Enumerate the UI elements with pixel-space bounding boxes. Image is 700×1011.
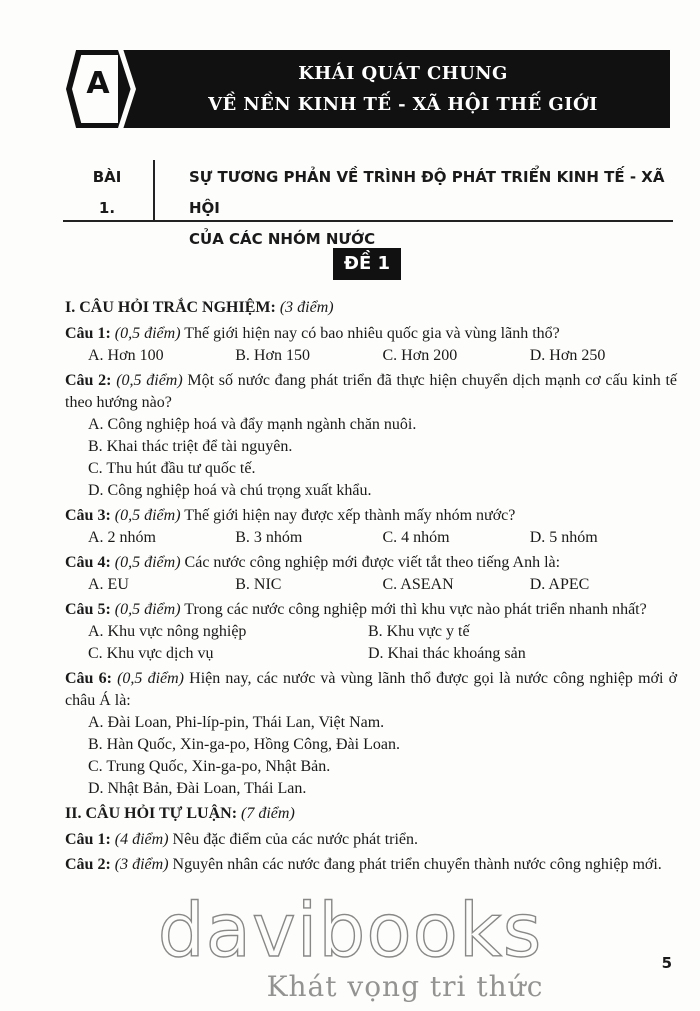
question-6: Câu 6: (0,5 điểm) Hiện nay, các nước và vùng lãnh thổ được gọi là nước công nghiệp mới ở châu Á là: (65, 670, 678, 709)
question-label: Câu 2 (65, 372, 107, 389)
option-d: D. 5 nhóm (529, 529, 598, 546)
question-2: Câu 2: (0,5 điểm) Một số nước đang phát triển đã thực hiện chuyển dịch mạnh cơ cấu kinh tế theo hướng nào? (65, 372, 678, 411)
options-2 (65, 414, 677, 502)
question-text: Một số nước đang phát triển đã thực hiện chuyển dịch mạnh cơ cấu kinh tế theo hướng nào? (65, 372, 678, 411)
chapter-title-line2: VỀ NỀN KINH TẾ - XÃ HỘI THẾ GIỚI (208, 94, 598, 115)
question-label: Câu 4 (65, 554, 106, 571)
question-label: Câu 1 (65, 325, 106, 342)
question-label: Câu 5 (65, 601, 106, 618)
option-d: D. Hơn 250 (529, 347, 606, 364)
option-d: D. Công nghiệp hoá và chú trọng xuất khẩu. (88, 482, 372, 499)
lesson-divider (153, 160, 155, 220)
section-title: II. CÂU HỎI TỰ LUẬN: (65, 805, 238, 822)
chapter-title (136, 58, 670, 120)
question-text: Nêu đặc điểm của các nước phát triển. (172, 831, 419, 848)
question-text: Nguyên nhân các nước đang phát triển chuyển thành nước công nghiệp mới. (172, 856, 662, 873)
question-text: Thế giới hiện nay có bao nhiêu quốc gia và vùng lãnh thổ? (184, 325, 560, 342)
chapter-title-line1: KHÁI QUÁT CHUNG (298, 63, 508, 84)
question-label: Câu 3 (65, 507, 106, 524)
question-label: Câu 1 (65, 831, 106, 848)
lesson-index: 1. (98, 199, 116, 217)
options-3 (65, 527, 677, 549)
section-points: (7 điểm) (241, 805, 295, 822)
question-text: Các nước công nghiệp mới được viết tắt theo tiếng Anh là: (184, 554, 561, 571)
question-points: (0,5 điểm) (114, 507, 181, 524)
lesson-title (189, 162, 673, 255)
option-a: A. 2 nhóm (88, 529, 156, 546)
option-a: A. Công nghiệp hoá và đẩy mạnh ngành chăn nuôi. (88, 416, 417, 433)
section-points: (3 điểm) (279, 299, 334, 316)
question-4: Câu 4: (0,5 điểm) Các nước công nghiệp mới được viết tắt theo tiếng Anh là: (65, 554, 561, 571)
option-b: B. 3 nhóm (235, 529, 303, 546)
option-c: C. 4 nhóm (382, 529, 450, 546)
option-c: C. Hơn 200 (382, 347, 458, 364)
exam-content (65, 297, 677, 876)
question-5: Câu 5: (0,5 điểm) Trong các nước công nghiệp mới thì khu vực nào phát triển nhanh nhất? (65, 601, 647, 618)
question-points: (3 điểm) (114, 856, 169, 873)
option-a: A. Hơn 100 (88, 347, 164, 364)
chapter-banner (66, 50, 670, 128)
option-c: C. ASEAN (382, 576, 454, 593)
lesson-title-line1: SỰ TƯƠNG PHẢN VỀ TRÌNH ĐỘ PHÁT TRIỂN KINH TẾ - XÃ HỘI (189, 168, 665, 217)
essay-question-1: Câu 1: (4 điểm) Nêu đặc điểm của các nước phát triển. (65, 831, 419, 848)
option-c: C. Trung Quốc, Xin-ga-po, Nhật Bản. (88, 758, 331, 775)
question-points: (0,5 điểm) (116, 372, 183, 389)
option-c: C. Khu vực dịch vụ (88, 645, 214, 662)
question-label: Câu 6 (65, 670, 107, 687)
question-label: Câu 2 (65, 856, 106, 873)
lesson-label: BÀI (92, 168, 122, 186)
option-b: B. Hàn Quốc, Xin-ga-po, Hồng Công, Đài Loan. (88, 736, 400, 753)
question-points: (0,5 điểm) (114, 325, 181, 342)
exam-badge: ĐỀ 1 (333, 248, 401, 280)
option-b: B. NIC (235, 576, 282, 593)
option-d: D. APEC (529, 576, 590, 593)
section-essay (65, 803, 677, 825)
option-d: D. Khai thác khoáng sản (368, 645, 526, 662)
option-b: B. Khai thác triệt để tài nguyên. (88, 438, 293, 455)
options-6 (65, 712, 677, 800)
options-5 (65, 621, 677, 665)
options-4 (65, 574, 677, 596)
question-text: Thế giới hiện nay được xếp thành mấy nhóm nước? (184, 507, 516, 524)
watermark-slogan: Khát vọng tri thức (266, 970, 544, 1003)
lesson-number (63, 162, 151, 224)
section-title: I. CÂU HỎI TRẮC NGHIỆM: (65, 299, 276, 316)
option-a: A. EU (88, 576, 129, 593)
essay-question-2: Câu 2: (3 điểm) Nguyên nhân các nước đang phát triển chuyển thành nước công nghiệp mới. (65, 856, 662, 873)
lesson-header (63, 152, 673, 248)
option-a: A. Đài Loan, Phi-líp-pin, Thái Lan, Việt Nam. (88, 714, 385, 731)
question-3: Câu 3: (0,5 điểm) Thế giới hiện nay được xếp thành mấy nhóm nước? (65, 507, 516, 524)
option-d: D. Nhật Bản, Đài Loan, Thái Lan. (88, 780, 307, 797)
option-b: B. Khu vực y tế (368, 623, 470, 640)
question-text: Trong các nước công nghiệp mới thì khu vực nào phát triển nhanh nhất? (184, 601, 647, 618)
question-1: Câu 1: (0,5 điểm) Thế giới hiện nay có bao nhiêu quốc gia và vùng lãnh thổ? (65, 325, 560, 342)
option-a: A. Khu vực nông nghiệp (88, 623, 247, 640)
question-points: (0,5 điểm) (117, 670, 184, 687)
page-number: 5 (661, 954, 672, 972)
option-c: C. Thu hút đầu tư quốc tế. (88, 460, 256, 477)
options-1 (65, 345, 677, 367)
question-points: (4 điểm) (114, 831, 169, 848)
question-points: (0,5 điểm) (114, 601, 181, 618)
section-multiple-choice (65, 297, 677, 319)
watermark-brand: davibooks (157, 888, 543, 974)
question-points: (0,5 điểm) (114, 554, 181, 571)
chapter-letter: A (86, 66, 110, 101)
lesson-title-line2: CỦA CÁC NHÓM NƯỚC (189, 230, 376, 248)
option-b: B. Hơn 150 (235, 347, 310, 364)
question-text: Hiện nay, các nước và vùng lãnh thổ được gọi là nước công nghiệp mới ở châu Á là: (65, 670, 678, 709)
